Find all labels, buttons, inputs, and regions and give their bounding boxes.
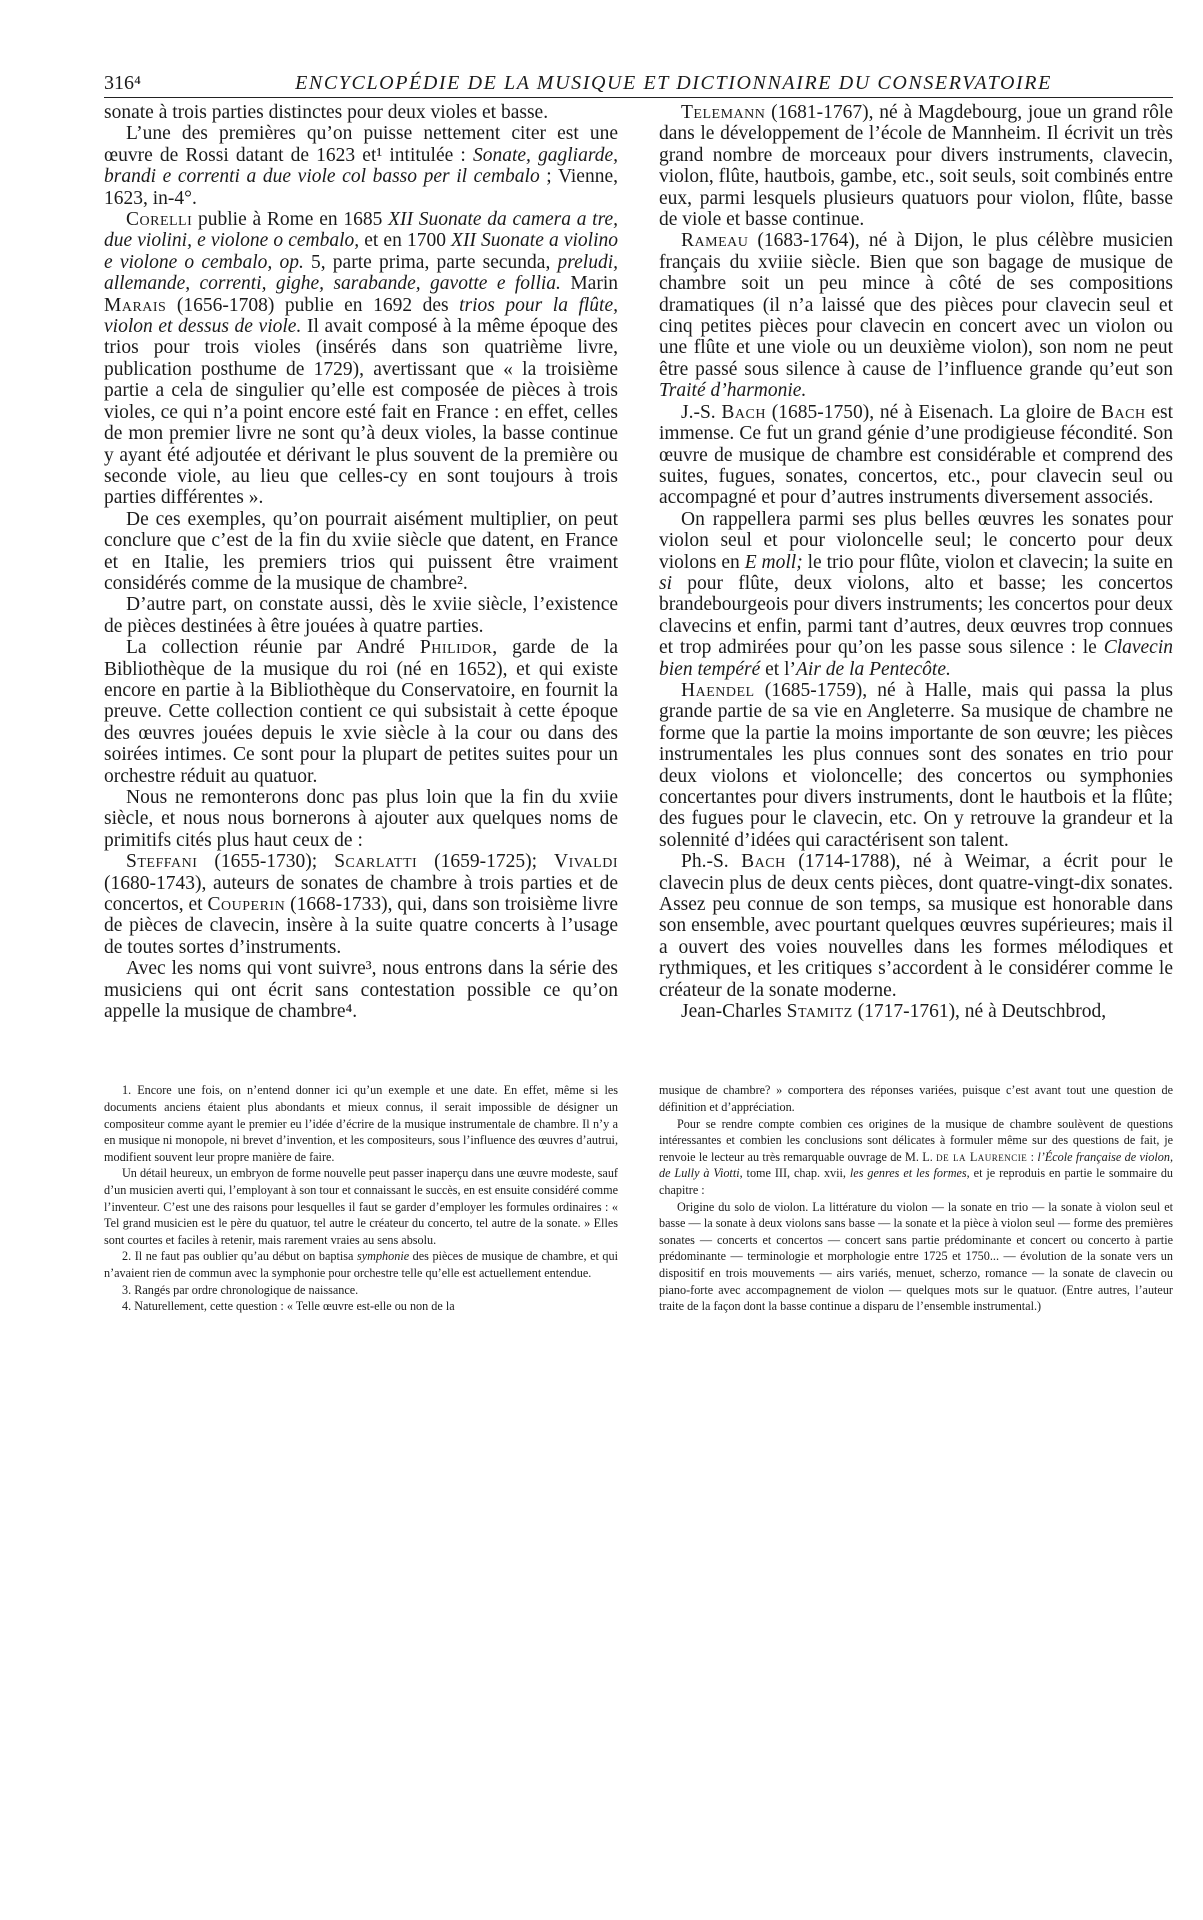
paragraph: Corelli publie à Rome en 1685 XII Suonate da camera a tre, due violini, e violone o cembalo, et en 1700 XII Suonate a violino e violone o cembalo, op. 5, parte prima, parte secunda, preludi, allemande, correnti, gighe, sarabande, gavotte e follia. Marin Marais (1656-1708) publie en 1692 des trios pour la flûte, violon et dessus de viole. Il avait composé à la même époque des trios pour trois violes (insérés dans son quatrième livre, publication posthume de 1729), avertissant que « la troisième partie a cela de singulier qu’elle est composée de pièces à trois violes, ce qui n’a point encore esté fait en France : en effet, celles de mon premier livre ne sont qu’à deux violes, la basse continue y ayant été adjoutée et dérivant le plus souvent de la première ou seconde viole, au lieu que celles-cy en sont toujours à trois parties différentes ». — [104, 209, 618, 509]
composer-name: Bach — [1101, 401, 1146, 423]
paragraph: J.-S. Bach (1685-1750), né à Eisenach. La gloire de Bach est immense. Ce fut un grand génie d’une prodigieuse fécondité. Son œuvre de musique de chambre est considérable et comprend des suites, fugues, sonates, concertos, etc., pour clavecin seul ou accompagné et pour d’autres instruments diversement associés. — [659, 401, 1173, 509]
composer-name: Bach — [721, 401, 766, 423]
composer-name: Corelli — [126, 209, 193, 231]
author-name: de la Laurencie — [936, 1149, 1028, 1164]
composer-name: Bach — [741, 851, 786, 873]
footnote: Origine du solo de violon. La littérature du violon — la sonate en trio — la sonate à violon seul et basse — la sonate à deux violons sans basse — la sonate et la pièce à violon seul — forme des premières sonates — concerts et concertos — concert sans partie prédominante et concert ou concerto à partie prédominante — terminologie et morphologie entre 1725 et 1750... — évolution de la sonate vers un dispositif en trois mouvements — airs variés, menuet, scherzo, romance — la sonate de clavecin ou piano-forte avec accompagnement de violon — quelques mots sur le quatuor. (Entre autres, l’auteur traite de la façon dont la basse continue a disparu de l’ensemble instrumental.) — [659, 1199, 1173, 1314]
paragraph: De ces exemples, qu’on pourrait aisément multiplier, on peut conclure que c’est de la fin du xviie siècle que datent, en France et en Italie, les premiers trios qui puissent être vraiment considérés comme de la musique de chambre². — [104, 508, 618, 594]
paragraph: Ph.-S. Bach (1714-1788), né à Weimar, a écrit pour le clavecin plus de deux cents pièces, dont quatre-vingt-dix sonates. Assez peu connue de son temps, sa musique est honorable dans son ensemble, avec pourtant quelques œuvres supérieures; mais il a ouvert des voies nouvelles dans les formes mélodiques et rythmiques, et les critiques s’accordent à le considérer comme le créateur de la sonate moderne. — [659, 851, 1173, 1001]
paragraph: D’autre part, on constate aussi, dès le xviie siècle, l’existence de pièces destinées à être jouées à quatre parties. — [104, 594, 618, 637]
footnotes-left — [104, 1082, 618, 1314]
paragraph: La collection réunie par André Philidor, garde de la Bibliothèque de la musique du roi (né en 1652), et qui existe encore en partie à la Bibliothèque du Conservatoire, en fournit la preuve. Cette collection contient ce qui subsistait à cette époque des œuvres jouées depuis le xvie siècle à la cour ou dans des soirées intimes. Ce sont pour la plupart de petites suites pour un orchestre réduit au quatuor. — [104, 637, 618, 787]
composer-name: Vivaldi — [554, 851, 619, 873]
footnote: 3. Rangés par ordre chronologique de naissance. — [122, 1282, 359, 1297]
left-column — [104, 102, 618, 1022]
paragraph: Jean-Charles Stamitz (1717-1761), né à Deutschbrod, — [681, 1001, 1107, 1023]
footnotes — [104, 1082, 1173, 1314]
footnote: Un détail heureux, un embryon de forme nouvelle peut passer inaperçu dans une œuvre modeste, sauf d’un musicien averti qui, l’employant à son tour et connaissant le succès, en est ensuite considéré comme l’inventeur. C’est une des raisons pour lesquelles il faut se garder d’employer les formules ordinaires : « Tel grand musicien est le père du quatuor, tel autre le créateur du concerto, tel autre de la sonate. » Elles sont courtes et faciles à retenir, mais rarement vraies au sens absolu. — [104, 1166, 618, 1247]
composer-name: Steffani — [126, 851, 198, 873]
paragraph: Avec les noms qui vont suivre³, nous entrons dans la série des musiciens qui ont écrit sans contestation possible ce qu’on appelle la musique de chambre⁴. — [104, 958, 618, 1023]
paragraph: Haendel (1685-1759), né à Halle, mais qui passa la plus grande partie de sa vie en Angleterre. Sa musique de chambre ne forme que la partie la moins importante de son œuvre; les pièces instrumentales les plus connues sont des sonates en trio pour deux violons et violoncelle; des concertos ou symphonies concertantes pour divers instruments, dont le hautbois et la flûte; des fugues pour le clavecin, etc. On y retrouve la grandeur et la solennité d’idées qui caractérisent son talent. — [659, 679, 1173, 851]
paragraph: L’une des premières qu’on puisse nettement citer est une œuvre de Rossi datant de 1623 et¹ intitulée : Sonate, gagliarde, brandi e correnti a due viole col basso per il cembalo ; Vienne, 1623, in-4°. — [104, 123, 618, 209]
right-column — [659, 102, 1173, 1022]
footnote: 4. Naturellement, cette question : « Telle œuvre est-elle ou non de la — [122, 1299, 455, 1314]
body-columns — [104, 102, 1173, 1022]
composer-name: Telemann — [681, 102, 766, 123]
composer-name: Scarlatti — [334, 851, 418, 873]
composer-name: Marais — [104, 294, 167, 316]
composer-name: Philidor — [419, 637, 493, 659]
paragraph: Steffani (1655-1730); Scarlatti (1659-1725); Vivaldi (1680-1743), auteurs de sonates de chambre à trois parties et de concertos, et Couperin (1668-1733), qui, dans son troisième livre de pièces de clavecin, insère à la suite quatre concerts à l’usage de toutes sortes d’instruments. — [104, 851, 619, 958]
page-header — [104, 72, 1173, 98]
composer-name: Haendel — [681, 679, 755, 701]
footnote: musique de chambre? » comportera des réponses variées, puisque c’est avant tout une question de définition et d’appréciation. — [659, 1083, 1173, 1115]
running-title: ENCYCLOPÉDIE DE LA MUSIQUE ET DICTIONNAIRE DU CONSERVATOIRE — [295, 72, 1052, 94]
paragraph: Rameau (1683-1764), né à Dijon, le plus célèbre musicien français du xviiie siècle. Bien que son bagage de musique de chambre soit un peu mince à côté de ses compositions dramatiques (il n’a laissé que des pièces pour clavecin seul et cinq petites pièces pour clavecin en concert avec un violon ou une flûte et une viole ou un deuxième violon), son nom ne peut être passé sous silence à cause de l’influence grande qu’eut son Traité d’harmonie. — [659, 230, 1173, 402]
paragraph: Telemann (1681-1767), né à Magdebourg, joue un grand rôle dans le développement de l’école de Mannheim. Il écrivit un très grand nombre de morceaux pour divers instruments, clavecin, violon, flûte, hautbois, gambe, etc., soit seuls, soit combinés entre eux, parmi lesquels plusieurs quatuors pour violon, flûte, basse de viole et basse continue. — [659, 102, 1173, 231]
paragraph: On rappellera parmi ses plus belles œuvres les sonates pour violon seul et pour violoncelle seul; le concerto pour deux violons en E moll; le trio pour flûte, violon et clavecin; la suite en si pour flûte, deux violons, alto et basse; les concertos brandebourgeois pour divers instruments; les concertos pour deux clavecins et enfin, parmi tant d’autres, deux œuvres trop connues et trop admirées pour qu’on les passe sous silence : le Clavecin bien tempéré et l’Air de la Pentecôte. — [659, 508, 1173, 680]
page-number: 316⁴ — [104, 72, 141, 94]
footnote: 2. Il ne faut pas oublier qu’au début on baptisa symphonie des pièces de musique de chambre, et qui n’avaient rien de commun avec la symphonie pour orchestre telle qu’elle est actuellement entendue. — [104, 1249, 618, 1280]
paragraph: Nous ne remonterons donc pas plus loin que la fin du xviie siècle, et nous nous bornerons à ajouter aux quelques noms de primitifs cités plus haut ceux de : — [104, 787, 618, 851]
paragraph: sonate à trois parties distinctes pour deux violes et basse. — [104, 102, 549, 123]
footnote: 1. Encore une fois, on n’entend donner ici qu’un exemple et une date. En effet, même si les documents anciens étaient plus abondants et mieux connus, il serait impossible de désigner un compositeur comme ayant le premier eu l’idée d’écrire de la musique instrumentale de chambre. Il n’y a en musique ni monopole, ni brevet d’invention, et les compositeurs, sous l’influence des œuvres d’autrui, modifient souvent leur propre manière de faire. — [104, 1083, 618, 1164]
composer-name: Couperin — [207, 894, 286, 916]
footnote: Pour se rendre compte combien ces origines de la musique de chambre soulèvent de questions intéressantes et combien les conclusions sont délicates à formuler même sur des questions de fait, je renvoie le lecteur au très remarquable ouvrage de M. L. de la Laurencie : l’École française de violon, de Lully à Viotti, tome III, chap. xvii, les genres et les formes, et je reproduis en partie le sommaire du chapitre : — [659, 1116, 1174, 1198]
composer-name: Rameau — [681, 230, 749, 252]
footnotes-right — [659, 1082, 1173, 1314]
composer-name: Stamitz — [786, 1001, 853, 1023]
